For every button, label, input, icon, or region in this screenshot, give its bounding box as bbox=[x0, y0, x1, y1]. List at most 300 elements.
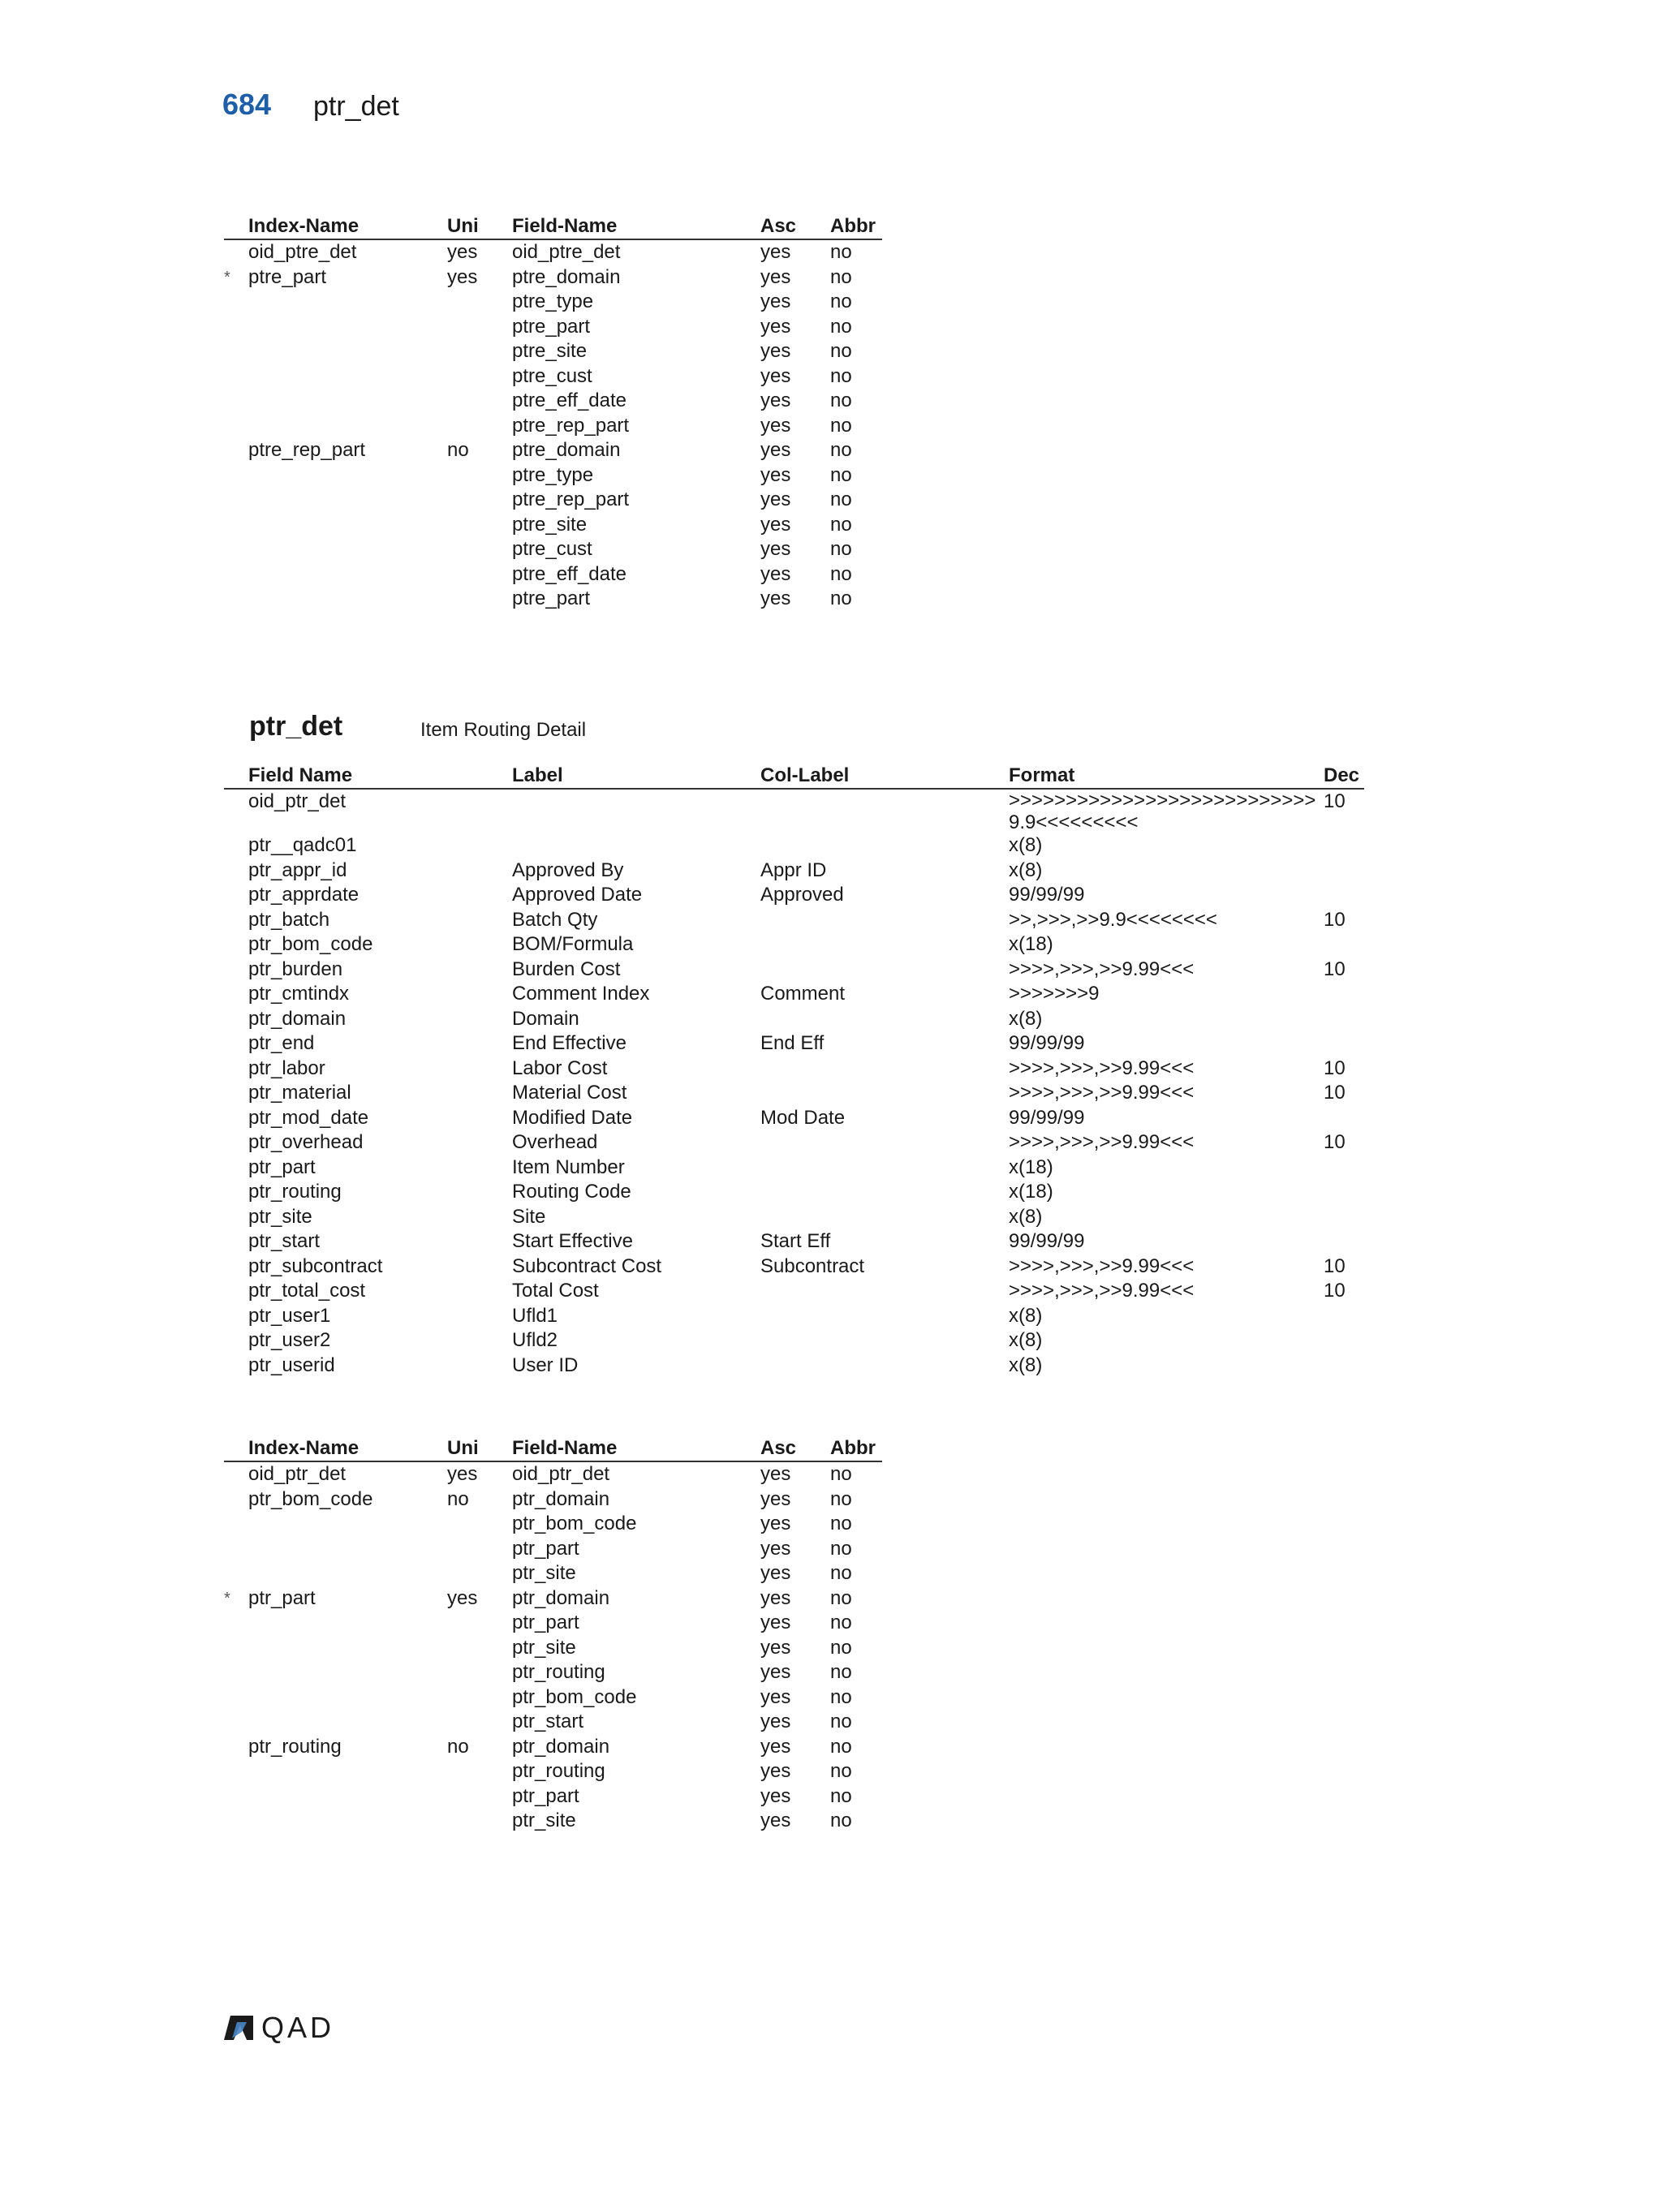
format-cell: x(8) bbox=[1009, 1329, 1043, 1351]
primary-index-marker bbox=[224, 1561, 248, 1586]
label-cell: Domain bbox=[512, 1007, 579, 1030]
primary-index-marker bbox=[224, 239, 248, 265]
index-name-cell bbox=[248, 587, 447, 612]
col-label-cell: End Eff bbox=[760, 1032, 825, 1054]
field-table-body bbox=[224, 789, 1364, 1378]
asc-header: Asc bbox=[760, 1435, 830, 1461]
ascending-cell: yes bbox=[760, 538, 791, 560]
abbreviated-cell: no bbox=[830, 439, 852, 461]
label-cell bbox=[512, 789, 760, 833]
row-spacer bbox=[224, 1328, 248, 1353]
field-name-cell: ptr_userid bbox=[248, 1353, 335, 1376]
abbreviated-cell: no bbox=[830, 538, 852, 560]
logo-text: QAD bbox=[261, 2011, 335, 2044]
uni-header: Uni bbox=[447, 213, 512, 239]
table-row bbox=[224, 1784, 882, 1810]
ascending-cell: yes bbox=[760, 315, 791, 338]
table-row bbox=[224, 1710, 882, 1735]
ascending-cell: yes bbox=[760, 1636, 791, 1659]
index-name-header: Index-Name bbox=[248, 1435, 447, 1461]
field-name-cell: ptr_labor bbox=[248, 1057, 325, 1079]
col-label-header: Col-Label bbox=[760, 762, 1009, 789]
field-name-cell: ptr_bom_code bbox=[512, 1513, 637, 1534]
abbreviated-cell: no bbox=[830, 1562, 852, 1584]
primary-index-marker bbox=[224, 1759, 248, 1784]
row-spacer bbox=[224, 1081, 248, 1106]
primary-index-marker bbox=[224, 438, 248, 463]
col-label-cell: Mod Date bbox=[760, 1106, 846, 1129]
primary-index-marker bbox=[224, 1487, 248, 1513]
decimals-cell bbox=[1324, 833, 1364, 859]
ascending-cell: yes bbox=[760, 1735, 791, 1758]
field-name-cell: ptr_appr_id bbox=[248, 859, 347, 881]
primary-index-marker bbox=[224, 537, 248, 562]
table-row bbox=[224, 414, 882, 439]
field-name-cell: ptre_part bbox=[512, 315, 591, 338]
label-cell: Item Number bbox=[512, 1155, 625, 1178]
unique-cell bbox=[447, 414, 512, 439]
field-name-cell: ptr_domain bbox=[248, 1007, 347, 1030]
table-row bbox=[224, 1461, 882, 1487]
label-cell: User ID bbox=[512, 1353, 579, 1376]
table-row bbox=[224, 1487, 882, 1513]
abbr-header: Abbr bbox=[830, 213, 882, 239]
ascending-cell: yes bbox=[760, 1685, 791, 1708]
ascending-cell: yes bbox=[760, 241, 791, 263]
abbreviated-cell: no bbox=[830, 1661, 852, 1683]
field-name-cell: oid_ptr_det bbox=[248, 790, 347, 812]
table-row bbox=[224, 1660, 882, 1685]
label-cell: Modified Date bbox=[512, 1106, 633, 1129]
qad-logo-icon bbox=[222, 2014, 255, 2042]
primary-index-marker bbox=[224, 1685, 248, 1711]
abbreviated-cell: no bbox=[830, 1612, 852, 1633]
format-cell: 99/99/99 bbox=[1009, 1106, 1085, 1129]
index-name-cell bbox=[248, 463, 447, 488]
ascending-cell: yes bbox=[760, 1661, 791, 1683]
index-name-cell bbox=[248, 513, 447, 538]
primary-index-marker bbox=[224, 513, 248, 538]
dec-header: Dec bbox=[1324, 762, 1364, 789]
ptr-index-body bbox=[224, 1461, 882, 1834]
field-name-cell: ptr_start bbox=[512, 1711, 584, 1732]
table-row bbox=[224, 239, 882, 265]
page-number: 684 bbox=[222, 88, 272, 121]
table-row bbox=[224, 1759, 882, 1784]
index-name-cell bbox=[248, 562, 447, 587]
ascending-cell: yes bbox=[760, 1463, 791, 1485]
field-name-header: Field-Name bbox=[512, 213, 760, 239]
table-row bbox=[224, 438, 882, 463]
unique-cell bbox=[447, 1512, 512, 1537]
format-cell: x(8) bbox=[1009, 1007, 1043, 1030]
col-label-cell bbox=[760, 833, 1009, 859]
table-row bbox=[224, 859, 1364, 884]
primary-index-marker bbox=[224, 587, 248, 612]
field-name-cell: ptr_routing bbox=[512, 1760, 605, 1782]
ascending-cell: yes bbox=[760, 1513, 791, 1534]
table-row bbox=[224, 1031, 1364, 1057]
field-name-cell: ptr_routing bbox=[248, 1181, 342, 1203]
ascending-cell: yes bbox=[760, 1784, 791, 1807]
col-label-cell bbox=[760, 1130, 1009, 1155]
row-spacer bbox=[224, 908, 248, 933]
label-cell: Site bbox=[512, 1205, 546, 1228]
col-label-cell bbox=[760, 958, 1009, 983]
primary-index-marker bbox=[224, 290, 248, 315]
unique-cell bbox=[447, 1710, 512, 1735]
table-row bbox=[224, 1180, 1364, 1205]
decimals-cell bbox=[1324, 1328, 1364, 1353]
star-header bbox=[224, 213, 248, 239]
format-cell: 99/99/99 bbox=[1009, 884, 1085, 906]
abbreviated-cell: no bbox=[830, 315, 852, 338]
abbreviated-cell: no bbox=[830, 1537, 852, 1560]
label-cell: Labor Cost bbox=[512, 1057, 608, 1079]
abbreviated-cell: no bbox=[830, 513, 852, 536]
ascending-cell: yes bbox=[760, 587, 791, 609]
decimals-cell: 10 bbox=[1324, 908, 1346, 931]
field-name-cell: ptre_part bbox=[512, 587, 591, 609]
index-header-row bbox=[224, 213, 882, 239]
primary-index-marker bbox=[224, 364, 248, 389]
ptre-index-body bbox=[224, 239, 882, 612]
row-spacer bbox=[224, 859, 248, 884]
row-spacer bbox=[224, 958, 248, 983]
col-label-cell bbox=[760, 932, 1009, 958]
table-row bbox=[224, 1611, 882, 1636]
field-name-cell: ptr_domain bbox=[512, 1586, 610, 1609]
format-cell: x(8) bbox=[1009, 1353, 1043, 1376]
ascending-cell: yes bbox=[760, 1810, 791, 1831]
ascending-cell: yes bbox=[760, 1760, 791, 1782]
ascending-cell: yes bbox=[760, 463, 791, 486]
label-cell: Routing Code bbox=[512, 1181, 631, 1203]
abbreviated-cell: no bbox=[830, 1586, 852, 1609]
col-label-cell bbox=[760, 1353, 1009, 1379]
unique-cell: yes bbox=[447, 1586, 478, 1609]
unique-cell bbox=[447, 364, 512, 389]
unique-cell bbox=[447, 1636, 512, 1661]
field-name-cell: ptr_total_cost bbox=[248, 1280, 366, 1302]
table-row bbox=[224, 1279, 1364, 1304]
ascending-cell: yes bbox=[760, 1612, 791, 1633]
table-row bbox=[224, 1328, 1364, 1353]
field-name-cell: ptr_mod_date bbox=[248, 1106, 369, 1129]
uni-header: Uni bbox=[447, 1435, 512, 1461]
row-spacer bbox=[224, 1007, 248, 1032]
row-spacer bbox=[224, 1254, 248, 1280]
abbreviated-cell: no bbox=[830, 414, 852, 437]
label-cell bbox=[512, 833, 760, 859]
decimals-cell bbox=[1324, 1304, 1364, 1329]
table-row bbox=[224, 982, 1364, 1007]
index-name-cell: ptr_bom_code bbox=[248, 1487, 373, 1510]
format-cell: >>>>>>>9 bbox=[1009, 983, 1100, 1005]
field-name-cell: ptr_domain bbox=[512, 1735, 610, 1758]
unique-cell bbox=[447, 488, 512, 513]
ascending-cell: yes bbox=[760, 513, 791, 536]
field-name-cell: ptr_bom_code bbox=[248, 933, 373, 955]
unique-cell bbox=[447, 290, 512, 315]
decimals-cell bbox=[1324, 1353, 1364, 1379]
unique-cell: yes bbox=[447, 241, 478, 263]
table-row bbox=[224, 1304, 1364, 1329]
row-spacer bbox=[224, 1229, 248, 1254]
unique-cell: no bbox=[447, 1735, 469, 1758]
decimals-cell bbox=[1324, 1229, 1364, 1254]
unique-cell bbox=[447, 537, 512, 562]
format-cell: >>>>>>>>>>>>>>>>>>>>>>>>>>>9.9<<<<<<<<< bbox=[1009, 790, 1316, 833]
label-cell: Material Cost bbox=[512, 1082, 627, 1104]
index-name-cell bbox=[248, 1759, 447, 1784]
ascending-cell: yes bbox=[760, 488, 791, 510]
table-row bbox=[224, 463, 882, 488]
abbreviated-cell: no bbox=[830, 389, 852, 411]
field-name-cell: ptre_eff_date bbox=[512, 562, 627, 585]
primary-index-marker bbox=[224, 1537, 248, 1562]
row-spacer bbox=[224, 1180, 248, 1205]
table-row bbox=[224, 339, 882, 364]
table-row bbox=[224, 1353, 1364, 1379]
format-cell: >>>>,>>>,>>9.99<<< bbox=[1009, 1131, 1195, 1153]
col-label-cell bbox=[760, 1304, 1009, 1329]
index-name-cell bbox=[248, 339, 447, 364]
col-label-cell bbox=[760, 1081, 1009, 1106]
row-spacer bbox=[224, 982, 248, 1007]
field-name-cell: oid_ptr_det bbox=[512, 1463, 610, 1485]
ascending-cell: yes bbox=[760, 364, 791, 387]
decimals-cell bbox=[1324, 859, 1364, 884]
ascending-cell: yes bbox=[760, 290, 791, 312]
field-name-cell: ptre_domain bbox=[512, 265, 621, 288]
table-description: Item Routing Detail bbox=[420, 719, 587, 741]
row-spacer bbox=[224, 789, 248, 833]
decimals-cell bbox=[1324, 1205, 1364, 1230]
field-name-cell: ptr_start bbox=[248, 1230, 321, 1252]
primary-index-marker: * bbox=[224, 268, 230, 286]
primary-index-marker: * bbox=[224, 1589, 230, 1607]
field-header-row bbox=[224, 762, 1364, 789]
format-cell: >>>>,>>>,>>9.99<<< bbox=[1009, 1254, 1195, 1277]
index-name-cell bbox=[248, 1636, 447, 1661]
unique-cell bbox=[447, 1537, 512, 1562]
field-name-cell: ptr_part bbox=[512, 1784, 579, 1807]
row-spacer bbox=[224, 1304, 248, 1329]
field-table bbox=[224, 762, 1364, 1378]
unique-cell bbox=[447, 1611, 512, 1636]
index-name-cell bbox=[248, 1784, 447, 1810]
abbreviated-cell: no bbox=[830, 1810, 852, 1831]
abbreviated-cell: no bbox=[830, 265, 852, 288]
abbr-header: Abbr bbox=[830, 1435, 882, 1461]
row-spacer bbox=[224, 1057, 248, 1082]
primary-index-marker bbox=[224, 1784, 248, 1810]
unique-cell bbox=[447, 1660, 512, 1685]
field-name-cell: ptr_material bbox=[248, 1082, 351, 1104]
label-cell: Approved By bbox=[512, 859, 624, 881]
col-label-cell bbox=[760, 789, 1009, 833]
unique-cell: no bbox=[447, 1487, 469, 1510]
abbreviated-cell: no bbox=[830, 241, 852, 263]
format-cell: x(8) bbox=[1009, 1205, 1043, 1228]
decimals-cell: 10 bbox=[1324, 958, 1346, 980]
format-cell: >>>>,>>>,>>9.99<<< bbox=[1009, 958, 1195, 980]
primary-index-marker bbox=[224, 562, 248, 587]
table-row bbox=[224, 265, 882, 290]
primary-index-marker bbox=[224, 1660, 248, 1685]
col-label-cell bbox=[760, 908, 1009, 933]
label-cell: Ufld2 bbox=[512, 1329, 558, 1351]
row-spacer bbox=[224, 1205, 248, 1230]
unique-cell bbox=[447, 1685, 512, 1711]
abbreviated-cell: no bbox=[830, 1636, 852, 1659]
table-row bbox=[224, 1106, 1364, 1131]
format-cell: 99/99/99 bbox=[1009, 1230, 1085, 1252]
primary-index-marker bbox=[224, 1461, 248, 1487]
ascending-cell: yes bbox=[760, 1711, 791, 1732]
index-name-cell: oid_ptr_det bbox=[248, 1463, 347, 1485]
field-name-cell: ptr_bom_code bbox=[512, 1685, 637, 1708]
decimals-cell bbox=[1324, 1106, 1364, 1131]
decimals-cell bbox=[1324, 932, 1364, 958]
field-name-cell: ptre_domain bbox=[512, 439, 621, 461]
abbreviated-cell: no bbox=[830, 488, 852, 510]
row-spacer bbox=[224, 1279, 248, 1304]
col-label-cell: Start Eff bbox=[760, 1230, 831, 1252]
field-name-cell: ptr_part bbox=[512, 1537, 579, 1560]
index-name-cell: ptr_routing bbox=[248, 1735, 342, 1758]
label-header: Label bbox=[512, 762, 760, 789]
decimals-cell bbox=[1324, 982, 1364, 1007]
row-spacer bbox=[224, 1155, 248, 1181]
label-cell: BOM/Formula bbox=[512, 933, 634, 955]
row-spacer bbox=[224, 883, 248, 908]
table-row bbox=[224, 1735, 882, 1760]
field-name-cell: ptr_part bbox=[248, 1155, 316, 1178]
col-label-cell: Appr ID bbox=[760, 859, 827, 881]
format-cell: x(8) bbox=[1009, 1304, 1043, 1327]
table-row bbox=[224, 833, 1364, 859]
table-row bbox=[224, 1205, 1364, 1230]
label-cell: Burden Cost bbox=[512, 958, 621, 980]
table-row bbox=[224, 1537, 882, 1562]
primary-index-marker bbox=[224, 1636, 248, 1661]
primary-index-marker bbox=[224, 389, 248, 414]
page-title: ptr_det bbox=[313, 91, 399, 122]
primary-index-marker bbox=[224, 1611, 248, 1636]
abbreviated-cell: no bbox=[830, 1487, 852, 1510]
table-row bbox=[224, 883, 1364, 908]
abbreviated-cell: no bbox=[830, 1735, 852, 1758]
col-label-cell bbox=[760, 1279, 1009, 1304]
table-row bbox=[224, 513, 882, 538]
primary-index-marker bbox=[224, 1710, 248, 1735]
field-name-cell: ptr_part bbox=[512, 1612, 579, 1633]
index-name-cell bbox=[248, 364, 447, 389]
field-name-cell: ptr_user2 bbox=[248, 1329, 331, 1351]
field-name-cell: ptr_domain bbox=[512, 1487, 610, 1510]
format-cell: x(18) bbox=[1009, 1181, 1053, 1203]
label-cell: Subcontract Cost bbox=[512, 1254, 662, 1277]
table-row bbox=[224, 562, 882, 587]
index-name-cell bbox=[248, 290, 447, 315]
table-row bbox=[224, 1586, 882, 1612]
primary-index-marker bbox=[224, 1512, 248, 1537]
abbreviated-cell: no bbox=[830, 1513, 852, 1534]
table-row bbox=[224, 1561, 882, 1586]
abbreviated-cell: no bbox=[830, 1711, 852, 1732]
table-row bbox=[224, 1685, 882, 1711]
field-name-cell: ptre_type bbox=[512, 463, 594, 486]
ascending-cell: yes bbox=[760, 562, 791, 585]
decimals-cell bbox=[1324, 1155, 1364, 1181]
field-name-cell: ptr_user1 bbox=[248, 1304, 331, 1327]
field-name-cell: ptre_eff_date bbox=[512, 389, 627, 411]
table-row bbox=[224, 1636, 882, 1661]
format-cell: >>>>,>>>,>>9.99<<< bbox=[1009, 1280, 1195, 1302]
field-name-cell: ptr_end bbox=[248, 1032, 315, 1054]
label-cell: Approved Date bbox=[512, 884, 643, 906]
table-row bbox=[224, 1512, 882, 1537]
decimals-cell: 10 bbox=[1324, 1131, 1346, 1153]
field-name-cell: ptr_batch bbox=[248, 908, 330, 931]
index-name-cell bbox=[248, 1685, 447, 1711]
table-row bbox=[224, 488, 882, 513]
field-name-cell: ptr_subcontract bbox=[248, 1254, 383, 1277]
field-name-cell: ptre_site bbox=[512, 340, 588, 362]
format-header: Format bbox=[1009, 762, 1324, 789]
col-label-cell bbox=[760, 1155, 1009, 1181]
ascending-cell: yes bbox=[760, 1487, 791, 1510]
primary-index-marker bbox=[224, 1735, 248, 1760]
decimals-cell bbox=[1324, 883, 1364, 908]
abbreviated-cell: no bbox=[830, 463, 852, 486]
format-cell: >>,>>>,>>9.9<<<<<<<< bbox=[1009, 908, 1217, 931]
row-spacer bbox=[224, 1106, 248, 1131]
unique-cell bbox=[447, 389, 512, 414]
label-cell: Start Effective bbox=[512, 1230, 633, 1252]
index-name-cell: ptre_rep_part bbox=[248, 439, 366, 461]
index-name-cell bbox=[248, 1611, 447, 1636]
primary-index-marker bbox=[224, 339, 248, 364]
field-name-cell: ptr_overhead bbox=[248, 1131, 364, 1153]
table-row bbox=[224, 908, 1364, 933]
index-name-cell: ptre_part bbox=[248, 265, 327, 288]
primary-index-marker bbox=[224, 315, 248, 340]
format-cell: 99/99/99 bbox=[1009, 1032, 1085, 1054]
unique-cell: yes bbox=[447, 265, 478, 288]
primary-index-marker bbox=[224, 414, 248, 439]
unique-cell bbox=[447, 513, 512, 538]
field-name-cell: ptre_site bbox=[512, 513, 588, 536]
decimals-cell: 10 bbox=[1324, 790, 1346, 812]
field-name-cell: ptr_cmtindx bbox=[248, 983, 350, 1005]
star-header bbox=[224, 1435, 248, 1461]
field-name-cell: ptr_site bbox=[512, 1562, 576, 1584]
table-row bbox=[224, 1057, 1364, 1082]
field-name-cell: ptre_cust bbox=[512, 538, 592, 560]
abbreviated-cell: no bbox=[830, 1463, 852, 1485]
unique-cell bbox=[447, 587, 512, 612]
index-name-cell bbox=[248, 414, 447, 439]
row-spacer bbox=[224, 932, 248, 958]
row-spacer bbox=[224, 833, 248, 859]
col-label-cell: Approved bbox=[760, 884, 844, 906]
format-cell: x(18) bbox=[1009, 1155, 1053, 1178]
unique-cell bbox=[447, 315, 512, 340]
ascending-cell: yes bbox=[760, 389, 791, 411]
